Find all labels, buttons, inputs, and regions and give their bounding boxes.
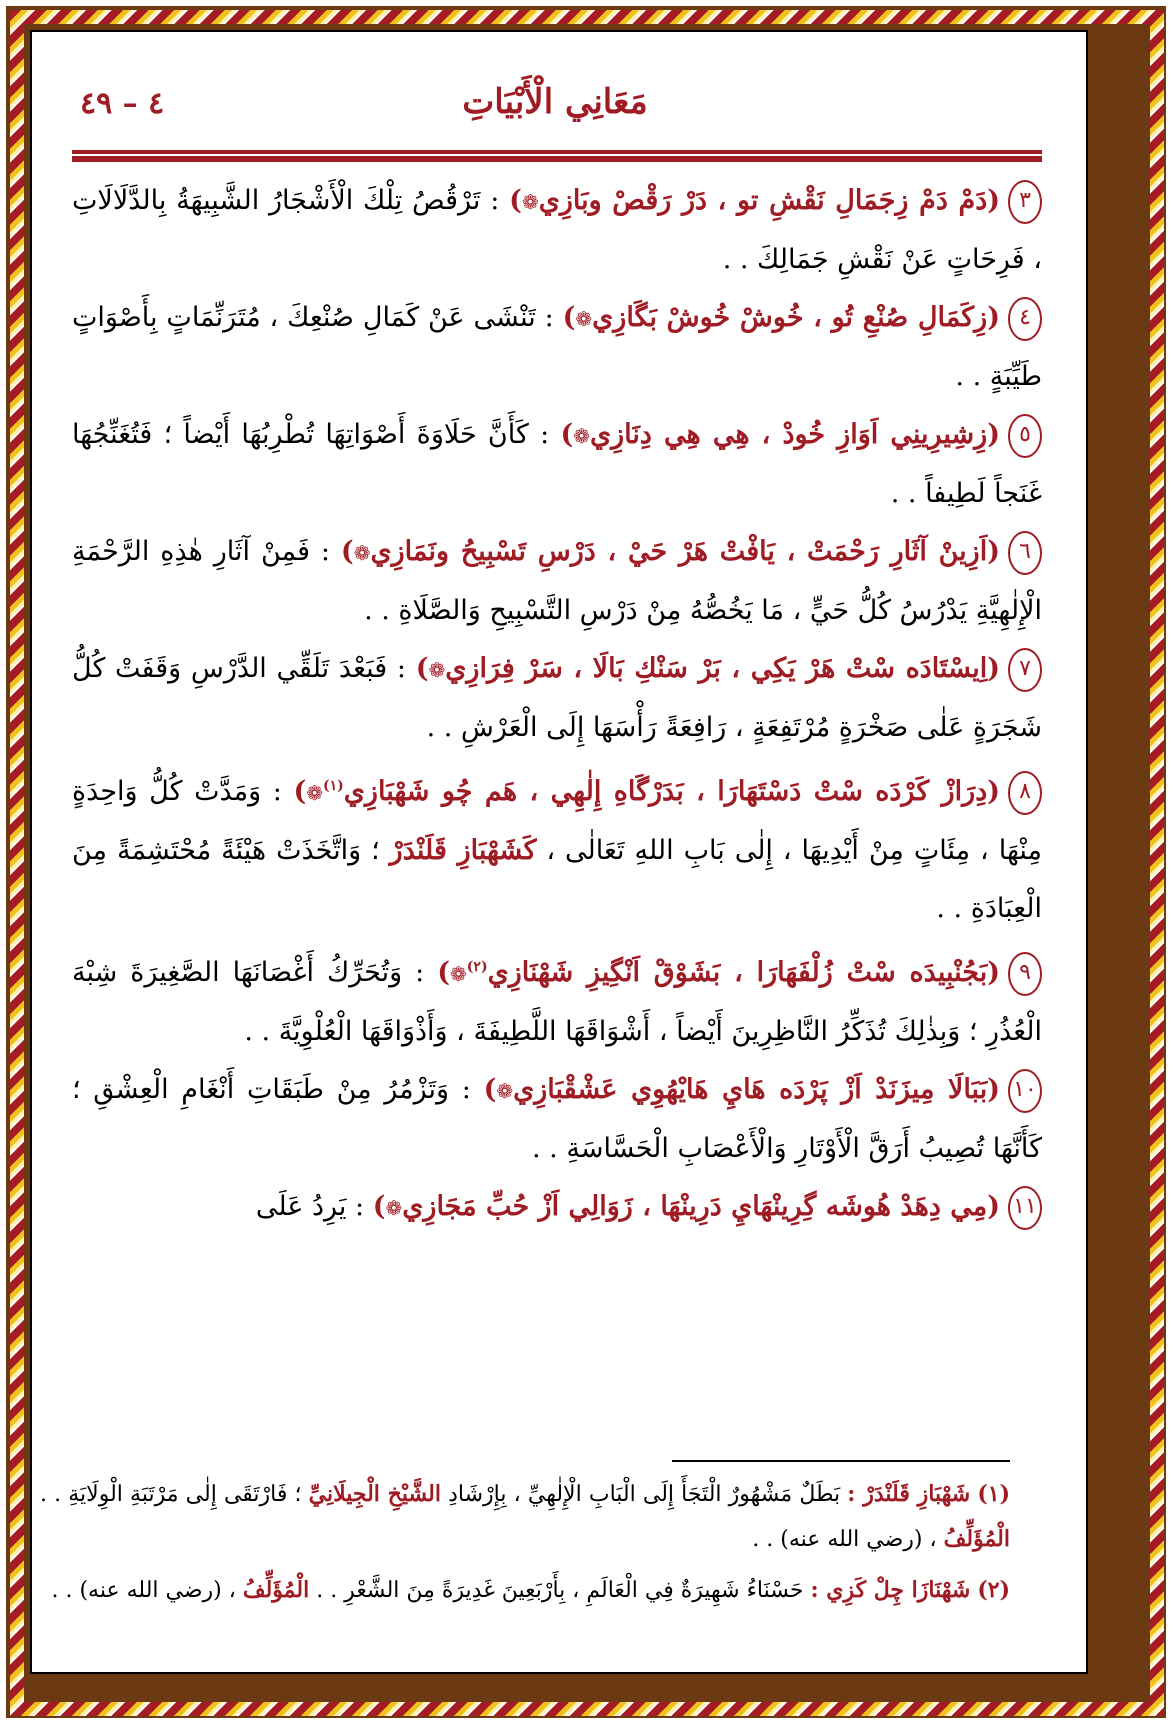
footnote-ref-1[interactable]: (١): [323, 778, 344, 794]
footnote-ref-2[interactable]: (٢): [466, 959, 488, 975]
verse-close-paren: ): [483, 1074, 497, 1105]
verse-number-badge: ١١: [1008, 1186, 1042, 1230]
paragraph-10: [72, 1061, 1042, 1178]
honorific: ، (رضي الله عنه) . .: [752, 1527, 937, 1552]
page-header: [70, 82, 1040, 142]
verse-close-paren: ): [293, 776, 307, 807]
header-rule-thin: [72, 150, 1042, 154]
flower-ornament-icon: ❁: [306, 781, 324, 805]
flower-ornament-icon: ❁: [450, 962, 467, 986]
verse-close-paren: ): [372, 1191, 386, 1222]
arabic-explanation: : تَنْشَى عَنْ كَمَالِ صُنْعِكَ ، مُتَرَنِّمَاتٍ بِأَصْوَاتٍ طَيِّبَةٍ . .: [72, 302, 1042, 392]
verse-number-badge: ٦: [1008, 531, 1042, 575]
flower-ornament-icon: ❁: [496, 1079, 514, 1103]
persian-verse: (اَزِينْ آثَارِ رَحْمَتْ ، يَافْتْ هَرْ حَيْ ، دَرْسِ تَسْبِيحُ ونَمَازِي: [370, 536, 1000, 567]
paragraph-7: [72, 640, 1042, 757]
verse-close-paren: ): [560, 419, 574, 450]
flower-ornament-icon: ❁: [521, 190, 539, 214]
verse-number-badge: ٩: [1008, 952, 1042, 996]
page-title: مَعَانِي الْأَبْيَاتِ: [462, 82, 648, 122]
persian-verse: (زِشِيرِينِي اَوَازِ خُودْ ، هِي هِي دِنَازِي: [590, 419, 1000, 450]
highlighted-term: كَشَهْبَازِ قَلَنْدَرْ: [389, 835, 537, 866]
arabic-explanation: : يَرِدُ عَلَى: [255, 1191, 373, 1222]
footnote-highlight: الشَّيْخِ الْجِيلَانِيِّ: [308, 1481, 441, 1507]
flower-ornament-icon: ❁: [353, 541, 371, 565]
footnote-marker: (٢): [977, 1577, 1010, 1603]
persian-verse: (بَجُنْبِيدَه سْتْ زُلْفَهَارَا ، بَشَوْقْ اَنْگِيزِ شَهْنَازِي: [487, 957, 1000, 988]
footnote-term: شَهْبَازِ قَلَنْدَرْ :: [847, 1481, 971, 1507]
paragraph-9: [72, 938, 1042, 1061]
header-rule-thick: [72, 156, 1042, 162]
arabic-explanation: : فَمِنْ آثَارِ هٰذِهِ الرَّحْمَةِ الْإِلٰهِيَّةِ يَدْرُسُ كُلُّ حَيٍّ ، مَا يَخُصُّهُ مِنْ دَرْسِ التَّسْبِيحِ وَالصَّلَاةِ . .: [72, 536, 1042, 626]
main-content: [72, 172, 1042, 1237]
verse-number-badge: ١٠: [1008, 1069, 1042, 1113]
arabic-explanation: : فَبَعْدَ تَلَقِّي الدَّرْسِ وَقَفَتْ كُلُّ شَجَرَةٍ عَلٰى صَخْرَةٍ مُرْتَفِعَةٍ ، رَافِعَةً رَأْسَهَا إِلَى الْعَرْشِ . .: [72, 653, 1042, 743]
persian-verse: (دِرَازْ كَرْدَه سْتْ دَسْتَهَارَا ، بَدَرْگَاهِ إِلٰهِي ، هَم چُو شَهْبَازِي: [343, 776, 1000, 807]
persian-verse: (اِيسْتَادَه سْتْ هَرْ يَكِي ، بَرْ سَنْكِ بَالَا ، سَرْ فِرَازِي: [445, 653, 1000, 684]
verse-number-badge: ٤: [1008, 297, 1042, 341]
paragraph-6: [72, 523, 1042, 640]
arabic-explanation-cont: ؛ وَاتَّخَذَتْ هَيْئَةً مُحْتَشِمَةً مِنَ الْعِبَادَةِ . .: [72, 835, 1042, 924]
persian-verse: (دَمْ دَمْ زِجَمَالِ نَقْشِ تو ، دَرْ رَقْصْ وبَازِي: [538, 185, 1000, 216]
arabic-explanation: : وَمَدَّتْ كُلُّ وَاحِدَةٍ مِنْهَا ، مِئَاتٍ مِنْ أَيْدِيهَا ، إِلٰى بَابِ اللهِ تَعَالٰى ،: [72, 776, 1043, 866]
verse-number-badge: ٧: [1008, 648, 1042, 692]
paragraph-5: [72, 406, 1042, 523]
persian-verse: (بَبَالَا مِيزَنَدْ اَزْ پَرْدَه هَايِ هَايْهُوِي عَشْقْبَازِي: [513, 1074, 1000, 1105]
verse-close-paren: ): [340, 536, 354, 567]
verse-number-badge: ٨: [1008, 771, 1042, 815]
footnote-2: [40, 1568, 1010, 1613]
honorific: ، (رضي الله عنه) . .: [51, 1578, 236, 1603]
verse-close-paren: ): [415, 653, 429, 684]
paragraph-11: [72, 1178, 1042, 1237]
verse-close-paren: ): [437, 957, 451, 988]
paragraph-3: [72, 172, 1042, 289]
footnote-separator: [672, 1460, 1010, 1462]
verse-number-badge: ٥: [1008, 414, 1042, 458]
footnote-term: شَهْنَازَا چِلْ كَزِي :: [810, 1577, 971, 1603]
verse-number-badge: ٣: [1008, 180, 1042, 224]
arabic-explanation: : وَتَزْمُرُ مِنْ طَبَقَاتِ أَنْغَامِ الْعِشْقِ ؛ كَأَنَّهَا تُصِيبُ أَرَقَّ الْأَوْتَارِ وَالْأَعْصَابِ الْحَسَّاسَةِ . .: [72, 1074, 1042, 1164]
page-body: [30, 30, 1088, 1674]
footnote-marker: (١): [977, 1481, 1010, 1507]
verse-close-paren: ): [562, 302, 576, 333]
persian-verse: (زِكَمَالِ صُنْعِ تُو ، خُوشْ خُوشْ بَگَازِي: [592, 302, 1000, 333]
footnote-author: الْمُؤَلِّفُ: [242, 1577, 310, 1603]
paragraph-4: [72, 289, 1042, 406]
flower-ornament-icon: ❁: [575, 307, 593, 331]
page-number: ٤ – ٤٩: [80, 86, 165, 121]
arabic-explanation: : كَأَنَّ حَلَاوَةَ أَصْوَاتِهَا تُطْرِبُهَا أَيْضاً ؛ فَتُغَنِّجُهَا غَنَجاً لَطِيفاً . .: [72, 419, 1042, 509]
arabic-explanation: : تَرْقُصُ تِلْكَ الْأَشْجَارُ الشَّبِيهَةُ بِالدَّلَالَاتِ ، فَرِحَاتٍ عَنْ نَقْشِ جَمَالِكَ . .: [72, 185, 1042, 275]
persian-verse: (مِي دِهَدْ هُوشَه گِرِينْهَايِ دَرِينْهَا ، زَوَالِي اَزْ حُبِّ مَجَازِي: [402, 1191, 1000, 1222]
verse-close-paren: ): [509, 185, 522, 216]
paragraph-8: [72, 757, 1042, 938]
footnote-text: حَسْنَاءُ شَهِيرَةٌ فِي الْعَالَمِ ، بِأَرْبَعِينَ غَدِيرَةً مِنَ الشَّعْرِ . .: [309, 1578, 811, 1603]
footnotes: [40, 1472, 1010, 1613]
flower-ornament-icon: ❁: [573, 424, 590, 448]
footnote-text: بَطَلٌ مَشْهُورٌ الْتَجَأَ إِلَى الْبَابِ الْإِلٰهِيِّ ، بِإِرْشَادِ: [440, 1482, 848, 1507]
flower-ornament-icon: ❁: [428, 658, 446, 682]
flower-ornament-icon: ❁: [385, 1196, 403, 1220]
footnote-text-cont: ؛ فَارْتَقَى إِلٰى مَرْتَبَةِ الْوِلَايَةِ . .: [40, 1482, 309, 1507]
footnote-author: الْمُؤَلِّفُ: [943, 1526, 1010, 1552]
footnote-1: [40, 1472, 1010, 1562]
arabic-explanation: : وَتُحَرِّكُ أَغْصَانَهَا الصَّغِيرَةَ شِبْهَ الْعُذُرِ ؛ وَبِذٰلِكَ تُذَكِّرُ النَّاظِرِينَ أَيْضاً ، أَشْوَاقَهَا اللَّطِيفَةَ ، وَأَذْوَاقَهَا الْعُلْوِيَّةَ . .: [72, 957, 1042, 1047]
